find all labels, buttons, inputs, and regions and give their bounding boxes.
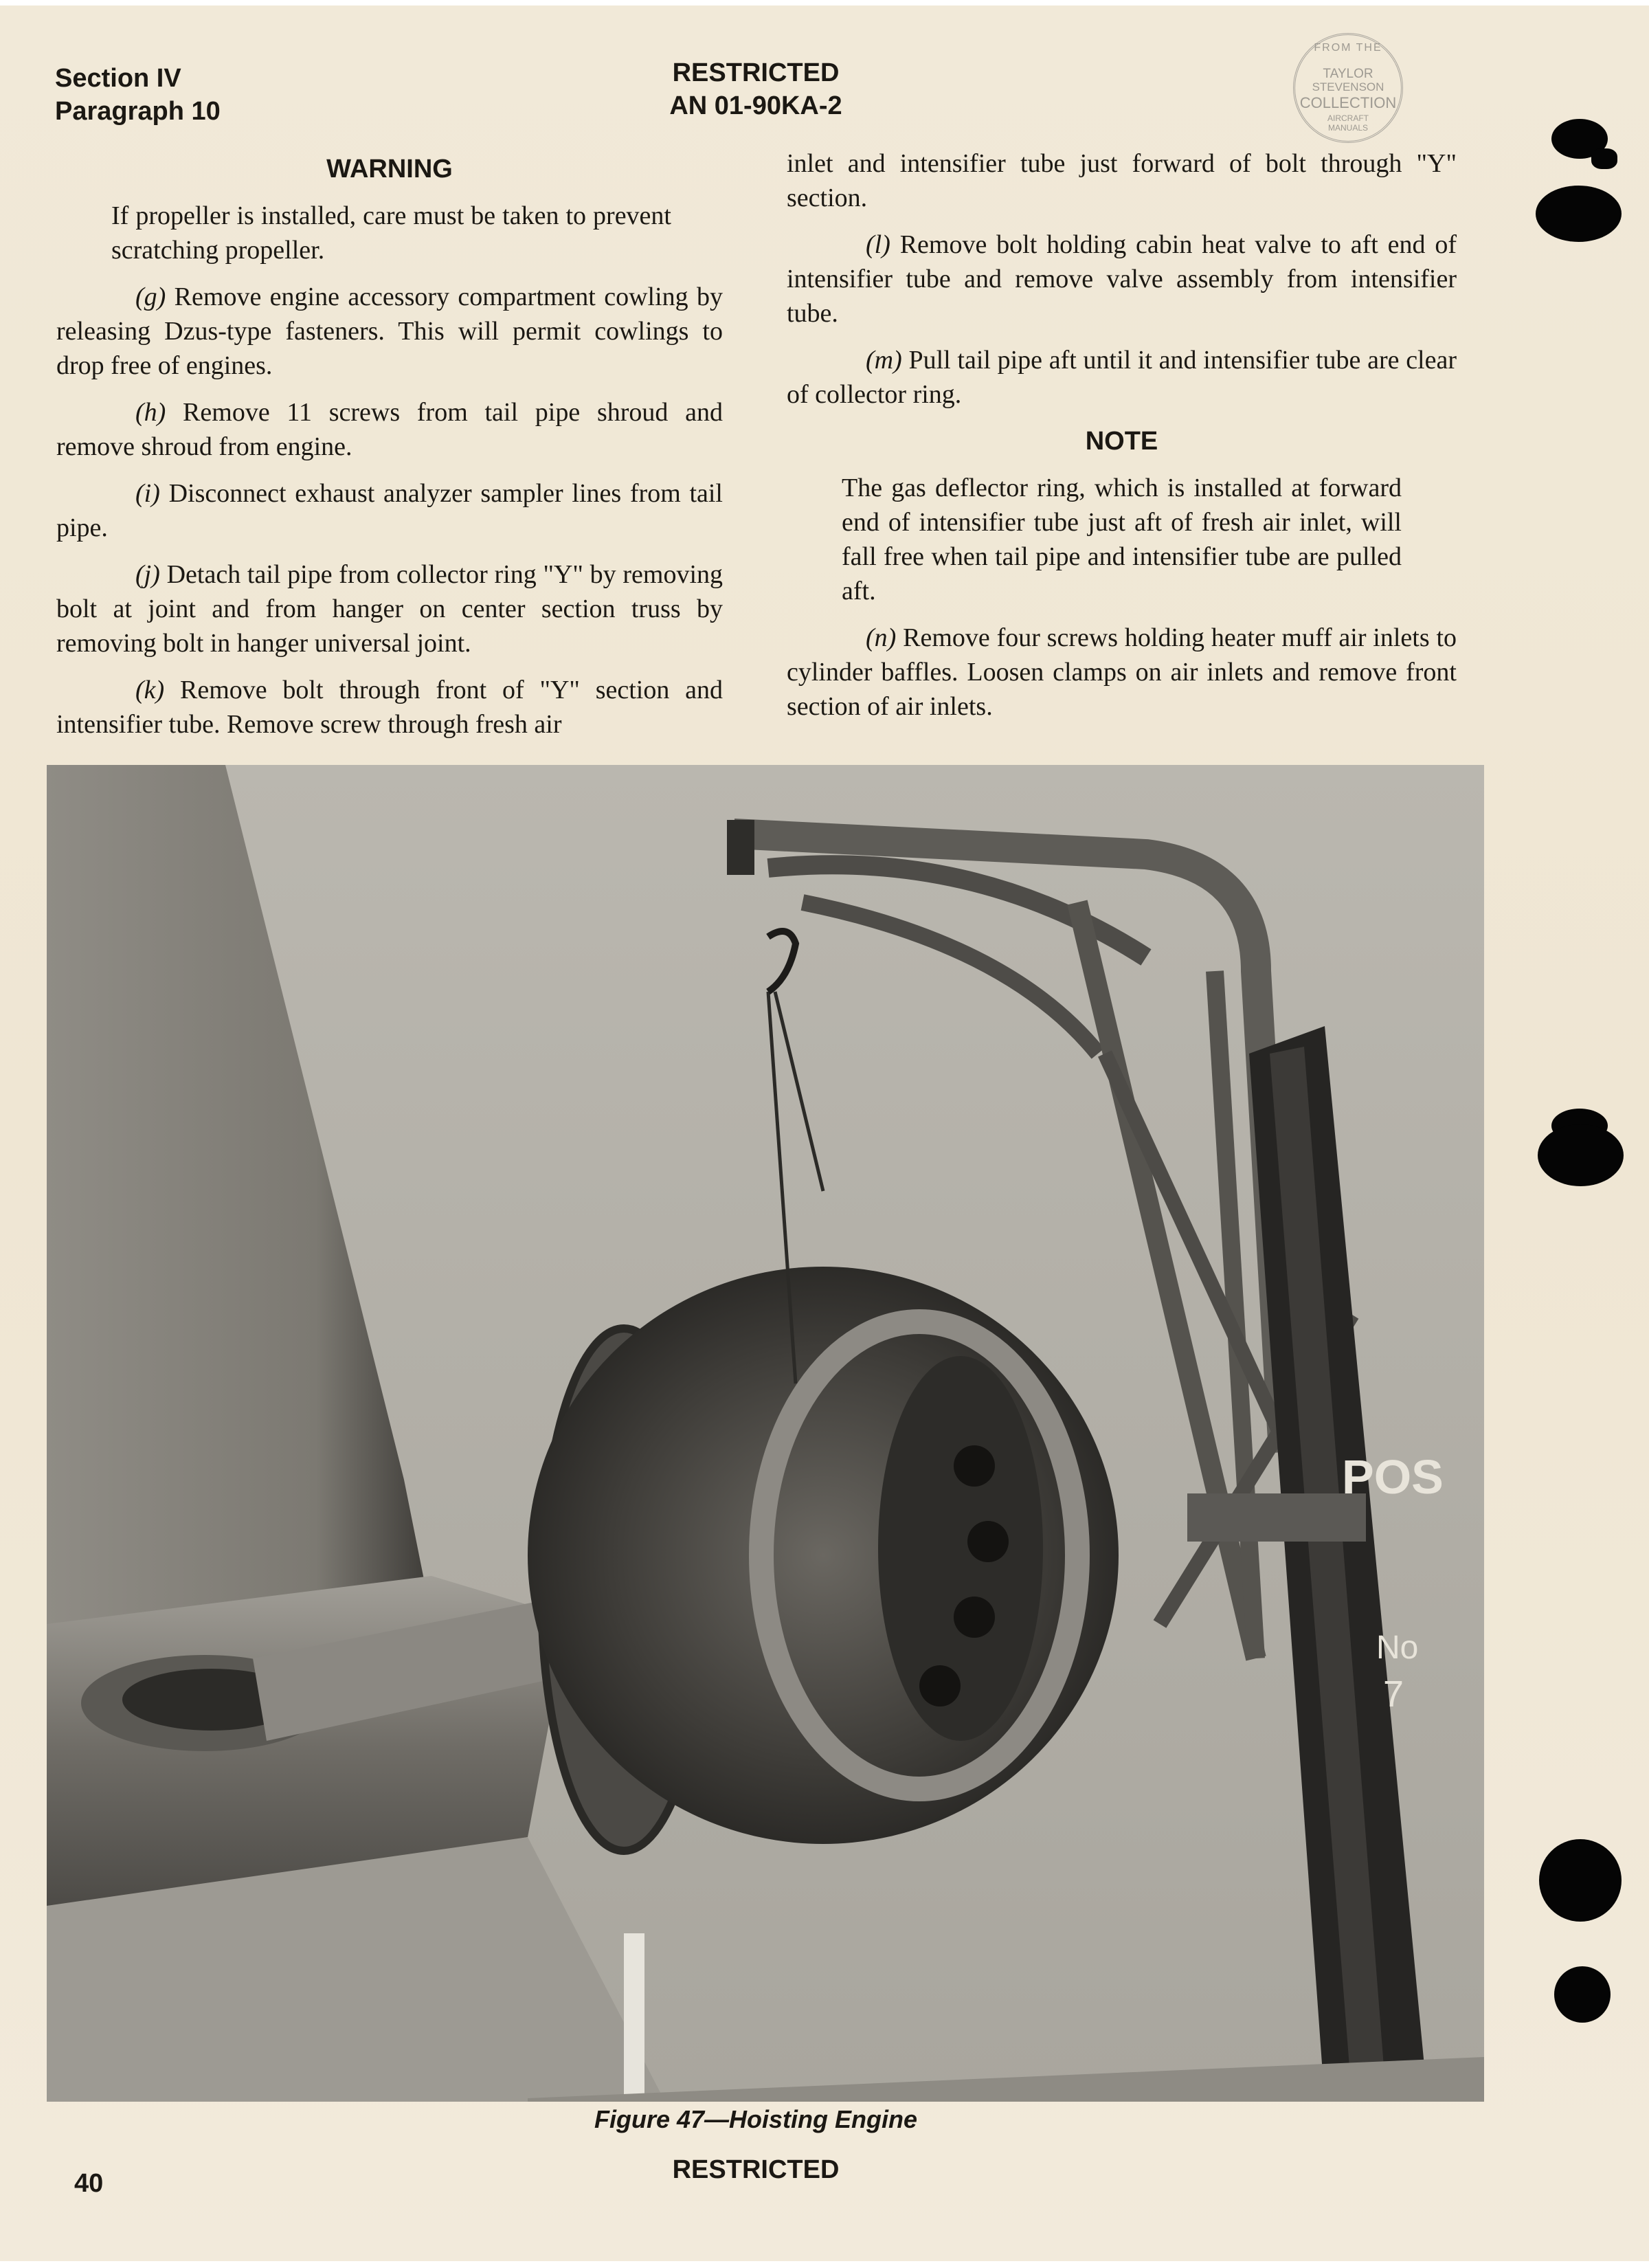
step-text: Remove bolt holding cabin heat valve to aft end of intensifier tube and remove valve assembly from intensifier tube. xyxy=(787,230,1457,328)
post-number-label: No xyxy=(1376,1630,1419,1666)
classification-footer: RESTRICTED xyxy=(672,2155,840,2184)
warning-title: WARNING xyxy=(326,155,453,184)
stamp-line-top: FROM THE xyxy=(1314,42,1382,54)
step-i xyxy=(56,476,723,545)
collection-stamp xyxy=(1293,33,1403,143)
step-k xyxy=(56,673,723,742)
step-label: (n) xyxy=(866,623,897,652)
stamp-line-5: MANUALS xyxy=(1327,123,1368,133)
step-label: (i) xyxy=(135,479,160,508)
step-label: (m) xyxy=(866,346,902,375)
post-number-value: 7 xyxy=(1383,1674,1404,1715)
post-label: POS xyxy=(1342,1450,1444,1504)
step-text: Remove four screws holding heater muff air inlets to cylinder baffles. Loosen clamps on air inlets and remove front section of air inlets. xyxy=(787,623,1457,721)
right-column xyxy=(787,146,1457,736)
continued-text: inlet and intensifier tube just forward of bolt through "Y" section. xyxy=(787,149,1457,212)
step-text: Detach tail pipe from collector ring "Y" by removing bolt at joint and from hanger on center section truss by removing bolt in hanger universal joint. xyxy=(56,560,723,658)
manual-page xyxy=(0,5,1649,2261)
step-h xyxy=(56,395,723,464)
step-text: Remove 11 screws from tail pipe shroud and remove shroud from engine. xyxy=(56,398,723,461)
stamp-line-3: COLLECTION xyxy=(1299,94,1397,111)
step-label: (h) xyxy=(135,398,166,427)
figure-47-photo xyxy=(47,765,1484,2102)
classification-header: RESTRICTED xyxy=(672,58,840,87)
punch-hole xyxy=(1591,148,1617,169)
document-number: AN 01-90KA-2 xyxy=(669,91,842,120)
step-text: Pull tail pipe aft until it and intensifier tube are clear of collector ring. xyxy=(787,346,1457,409)
step-label: (k) xyxy=(135,676,165,704)
section-header xyxy=(55,62,221,128)
scan-bottom-edge xyxy=(0,2261,1649,2268)
punch-hole xyxy=(1538,1124,1624,1186)
warning-text: If propeller is installed, care must be taken to prevent scratching propeller. xyxy=(111,201,671,265)
scan-top-edge xyxy=(0,0,1649,5)
punch-hole xyxy=(1536,186,1622,242)
stamp-line-4: AIRCRAFT xyxy=(1327,113,1369,123)
step-text: Remove engine accessory compartment cowling by releasing Dzus-type fasteners. This will permit cowlings to drop free of engines. xyxy=(56,282,723,380)
page-number: 40 xyxy=(74,2169,104,2198)
step-text: Remove bolt through front of "Y" section and intensifier tube. Remove screw through fresh air xyxy=(56,676,723,739)
section-label: Section IV xyxy=(55,64,181,93)
step-n xyxy=(787,621,1457,724)
note-text: The gas deflector ring, which is installed at forward end of intensifier tube just aft of fresh air inlet, will fall free when tail pipe and intensifier tube are pulled aft. xyxy=(842,474,1402,605)
stamp-line-1: TAYLOR xyxy=(1323,67,1373,81)
step-j xyxy=(56,557,723,660)
punch-hole xyxy=(1554,1966,1611,2023)
step-g xyxy=(56,280,723,383)
engine-hoist-illustration xyxy=(47,765,1484,2102)
paragraph-label: Paragraph 10 xyxy=(55,97,221,126)
punch-hole xyxy=(1539,1839,1622,1922)
step-m xyxy=(787,343,1457,412)
step-label: (l) xyxy=(866,230,890,259)
stamp-line-2: STEVENSON xyxy=(1312,80,1384,93)
figure-caption: Figure 47—Hoisting Engine xyxy=(594,2105,918,2133)
step-label: (j) xyxy=(135,560,160,589)
step-text: Disconnect exhaust analyzer sampler lines from tail pipe. xyxy=(56,479,723,542)
left-column xyxy=(56,146,723,754)
step-label: (g) xyxy=(135,282,166,311)
step-l xyxy=(787,227,1457,331)
note-title: NOTE xyxy=(1085,427,1158,456)
document-header xyxy=(618,56,893,122)
